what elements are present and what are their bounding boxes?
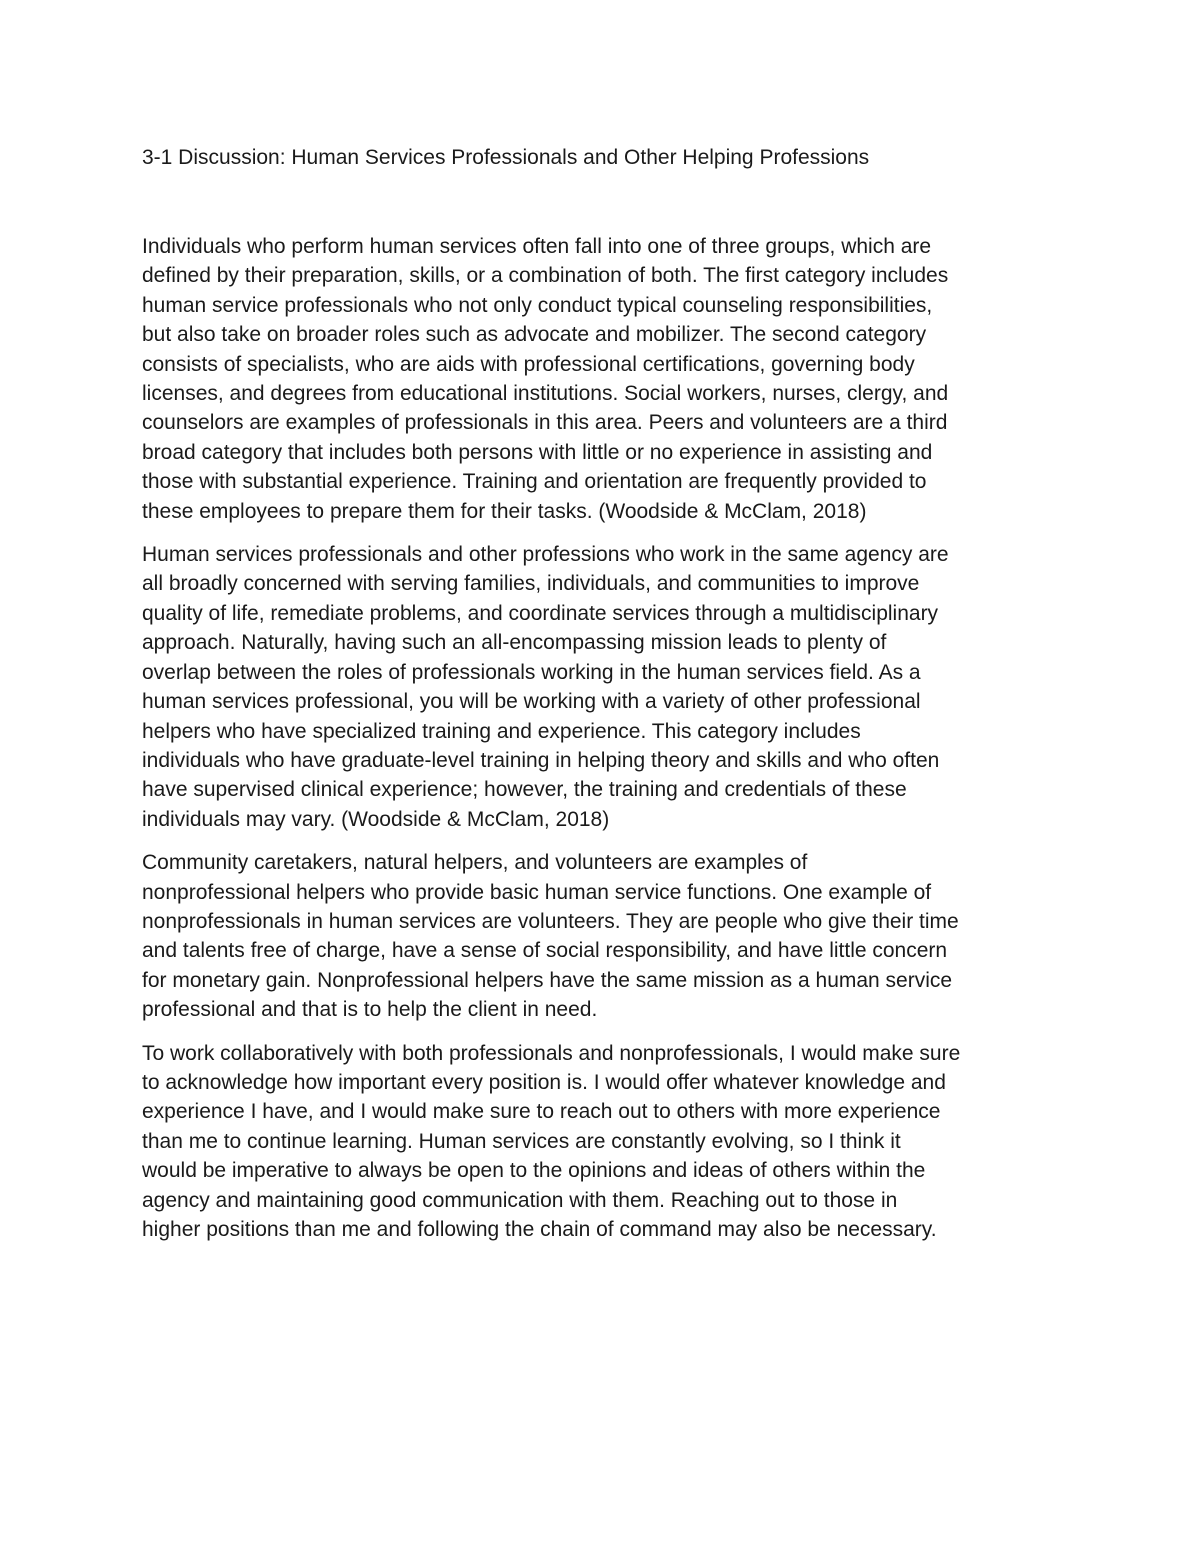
text-line: overlap between the roles of professionals working in the human services field. As a <box>142 660 921 684</box>
text-line: than me to continue learning. Human services are constantly evolving, so I think it <box>142 1129 901 1153</box>
text-line: human service professionals who not only conduct typical counseling responsibilities, <box>142 293 933 317</box>
text-line: experience I have, and I would make sure to reach out to others with more experience <box>142 1100 941 1124</box>
text-line: quality of life, remediate problems, and coordinate services through a multidisciplinary <box>142 601 939 625</box>
text-line: consists of specialists, who are aids with professional certifications, governing body <box>142 352 915 376</box>
document-body <box>142 143 1062 1258</box>
text-line: counselors are examples of professionals in this area. Peers and volunteers are a third <box>142 411 948 435</box>
text-line: and talents free of charge, have a sense of social responsibility, and have little concern <box>142 939 948 963</box>
text-line: defined by their preparation, skills, or a combination of both. The first category includes <box>142 264 949 288</box>
text-line: for monetary gain. Nonprofessional helpers have the same mission as a human service <box>142 968 953 992</box>
text-line: individuals may vary. (Woodside & McClam, 2018) <box>142 807 610 831</box>
text-line: Individuals who perform human services often fall into one of three groups, which are <box>142 235 932 258</box>
text-line: Community caretakers, natural helpers, and volunteers are examples of <box>142 851 808 875</box>
text-line: approach. Naturally, having such an all-encompassing mission leads to plenty of <box>142 631 887 655</box>
paragraph-1 <box>142 232 1062 526</box>
paragraph-3 <box>142 848 1062 1024</box>
text-line: agency and maintaining good communication with them. Reaching out to those in <box>142 1188 898 1212</box>
text-line: to acknowledge how important every position is. I would offer whatever knowledge and <box>142 1070 946 1094</box>
text-line: would be imperative to always be open to the opinions and ideas of others within the <box>142 1159 926 1183</box>
text-line: all broadly concerned with serving families, individuals, and communities to improve <box>142 572 920 596</box>
paragraph-2 <box>142 540 1062 834</box>
paragraph-4 <box>142 1039 1062 1245</box>
text-line: human services professional, you will be working with a variety of other professional <box>142 690 921 714</box>
text-line: broad category that includes both persons with little or no experience in assisting and <box>142 440 933 464</box>
text-line: Human services professionals and other professions who work in the same agency are <box>142 543 949 567</box>
document-title: 3-1 Discussion: Human Services Professionals and Other Helping Professions <box>142 146 870 169</box>
text-line: professional and that is to help the client in need. <box>142 998 598 1022</box>
text-line: higher positions than me and following the chain of command may also be necessary. <box>142 1218 937 1241</box>
text-line: helpers who have specialized training and experience. This category includes <box>142 719 861 743</box>
text-line: but also take on broader roles such as advocate and mobilizer. The second category <box>142 323 927 347</box>
text-line: To work collaboratively with both professionals and nonprofessionals, I would make sure <box>142 1041 961 1065</box>
text-line: nonprofessionals in human services are volunteers. They are people who give their time <box>142 909 959 933</box>
text-line: individuals who have graduate-level training in helping theory and skills and who often <box>142 748 940 772</box>
text-line: nonprofessional helpers who provide basic human service functions. One example of <box>142 880 932 904</box>
text-line: those with substantial experience. Training and orientation are frequently provided to <box>142 470 927 494</box>
text-line: these employees to prepare them for their tasks. (Woodside & McClam, 2018) <box>142 499 867 523</box>
text-line: licenses, and degrees from educational institutions. Social workers, nurses, clergy, and <box>142 382 949 406</box>
text-line: have supervised clinical experience; however, the training and credentials of these <box>142 778 907 802</box>
